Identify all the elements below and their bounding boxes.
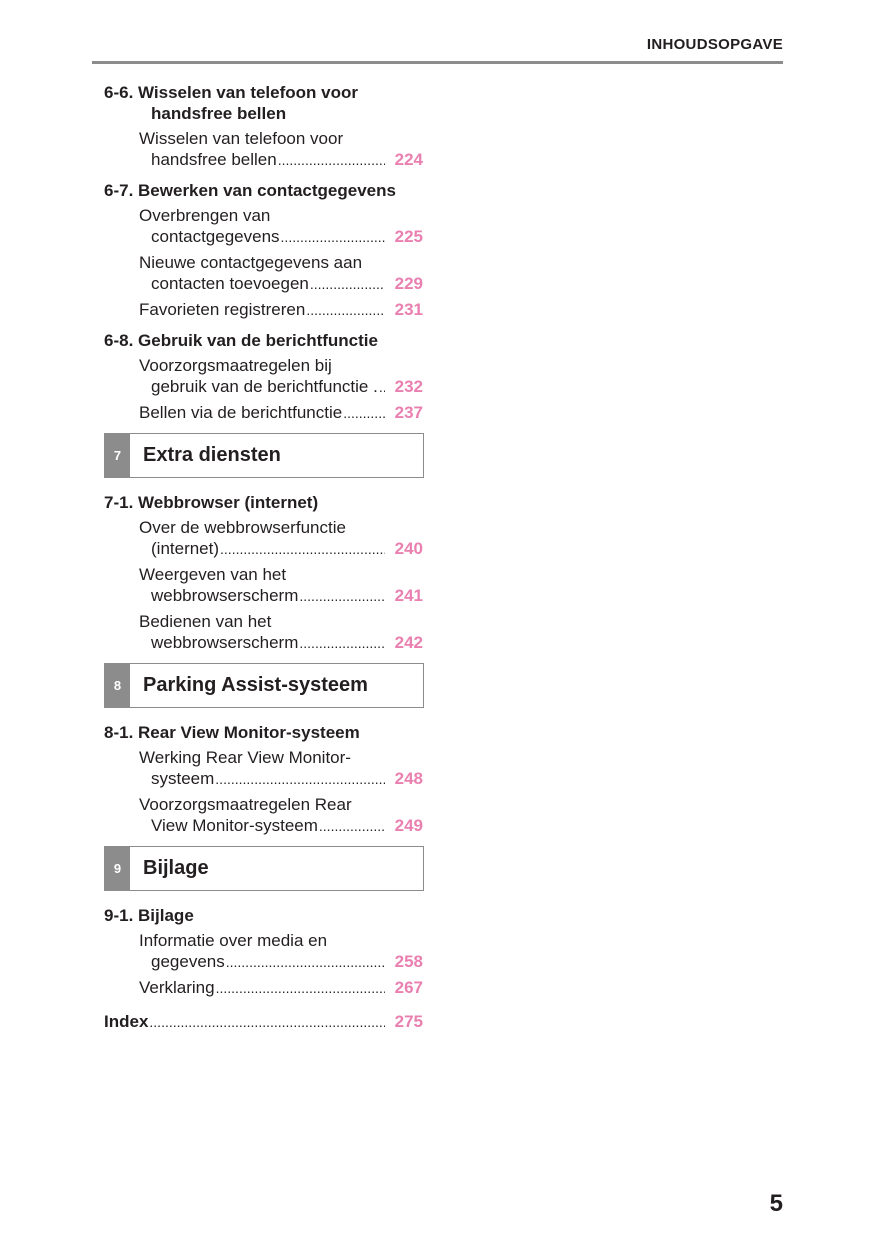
- page-reference[interactable]: 248: [394, 769, 423, 788]
- toc-entry[interactable]: [104, 402, 423, 424]
- section-title: Rear View Monitor-systeem: [138, 723, 360, 742]
- section-heading-line: [104, 722, 423, 743]
- section-heading: [104, 905, 423, 926]
- section-heading-line: [104, 82, 423, 103]
- entry-line: [139, 376, 423, 398]
- toc-entry[interactable]: [104, 128, 423, 171]
- page-reference[interactable]: 242: [394, 633, 423, 652]
- section-number: 6-7.: [104, 181, 134, 200]
- entry-title-continued: Bellen via de berichtfunctie: [139, 403, 343, 422]
- page-reference[interactable]: 232: [394, 377, 423, 396]
- entry-line: [139, 149, 423, 171]
- index-label: Index: [104, 1012, 149, 1031]
- toc-entry[interactable]: [104, 977, 423, 999]
- entry-title-continued: View Monitor-systeem: [151, 816, 318, 835]
- section-title-continued: handsfree bellen: [151, 104, 287, 123]
- entry-line: [139, 538, 423, 560]
- page-reference[interactable]: 258: [394, 952, 423, 971]
- toc-section: [104, 905, 423, 999]
- page-reference[interactable]: 267: [394, 978, 423, 997]
- dot-leader: [220, 538, 385, 560]
- entry-title: Over de webbrowserfunctie: [139, 518, 346, 537]
- page-reference[interactable]: 241: [394, 586, 423, 605]
- toc-entry[interactable]: [104, 205, 423, 248]
- section-number: 8-1.: [104, 723, 134, 742]
- section-title: Gebruik van de berichtfunctie: [138, 331, 378, 350]
- section-number: 9-1.: [104, 906, 134, 925]
- entry-line: [139, 951, 423, 973]
- chapter-header: [104, 846, 424, 891]
- toc-entry[interactable]: [104, 794, 423, 837]
- dot-leader: [299, 632, 385, 654]
- chapter-title: Bijlage: [143, 857, 209, 879]
- chapter-number-badge: 9: [105, 847, 130, 890]
- toc-entry[interactable]: [104, 355, 423, 398]
- entry-title: Voorzorgsmaatregelen bij: [139, 356, 332, 375]
- dot-leader: [310, 273, 385, 295]
- section-heading-line: [104, 330, 423, 351]
- page-reference[interactable]: 231: [394, 300, 423, 319]
- toc-entry[interactable]: [104, 747, 423, 790]
- entry-title: Overbrengen van: [139, 206, 271, 225]
- chapter-header: [104, 663, 424, 708]
- entry-title-continued: Verklaring: [139, 978, 215, 997]
- section-heading: [104, 492, 423, 513]
- section-title: Webbrowser (internet): [138, 493, 319, 512]
- toc-entry[interactable]: [104, 252, 423, 295]
- entry-line: [139, 768, 423, 790]
- table-of-contents: [104, 82, 423, 1033]
- entry-line: [139, 977, 423, 999]
- page-reference[interactable]: 229: [394, 274, 423, 293]
- dot-leader: [215, 768, 385, 790]
- chapter-header: [104, 433, 424, 478]
- entry-title-continued: handsfree bellen: [151, 150, 277, 169]
- entry-line: [139, 299, 423, 321]
- entry-line: [139, 815, 423, 837]
- dot-leader: [149, 1011, 385, 1033]
- toc-section: [104, 330, 423, 424]
- entry-title: Wisselen van telefoon voor: [139, 129, 344, 148]
- entry-line: [139, 273, 423, 295]
- section-title: Bijlage: [138, 906, 194, 925]
- section-heading-line: [104, 492, 423, 513]
- dot-leader: [343, 402, 385, 424]
- entry-line: [139, 585, 423, 607]
- dot-leader: [278, 149, 385, 171]
- section-heading: [104, 180, 423, 201]
- dot-leader: [319, 815, 385, 837]
- dot-leader: [379, 376, 385, 398]
- chapter-number-badge: 8: [105, 664, 130, 707]
- dot-leader: [216, 977, 385, 999]
- toc-entry[interactable]: [104, 564, 423, 607]
- entry-title-continued: webbrowserscherm: [151, 633, 299, 652]
- toc-entry[interactable]: [104, 517, 423, 560]
- entry-title: Werking Rear View Monitor-: [139, 748, 351, 767]
- index-entry[interactable]: [104, 1011, 423, 1033]
- entry-title: Bedienen van het: [139, 612, 272, 631]
- section-number: 6-6.: [104, 83, 134, 102]
- entry-title: Weergeven van het: [139, 565, 287, 584]
- page-number: 5: [769, 1190, 783, 1217]
- toc-section: [104, 82, 423, 171]
- toc-section: [104, 722, 423, 837]
- header-divider: [92, 61, 783, 64]
- entry-title: Informatie over media en: [139, 931, 328, 950]
- entry-title-continued: gebruik van de berichtfunctie .: [151, 377, 378, 396]
- page-reference[interactable]: 237: [394, 403, 423, 422]
- toc-section: [104, 180, 423, 321]
- toc-entry[interactable]: [104, 930, 423, 973]
- entry-title-continued: webbrowserscherm: [151, 586, 299, 605]
- section-heading-line: [104, 180, 423, 201]
- section-title: Wisselen van telefoon voor: [138, 83, 358, 102]
- header-title: INHOUDSOPGAVE: [646, 36, 783, 53]
- section-heading: [104, 330, 423, 351]
- section-heading: [104, 722, 423, 743]
- dot-leader: [306, 299, 385, 321]
- chapter-title: Parking Assist-systeem: [143, 674, 368, 696]
- entry-line: [139, 402, 423, 424]
- section-heading: [104, 82, 423, 124]
- entry-line: [139, 632, 423, 654]
- page-reference[interactable]: 240: [394, 539, 423, 558]
- entry-title: Voorzorgsmaatregelen Rear: [139, 795, 352, 814]
- entry-title-continued: systeem: [151, 769, 215, 788]
- toc-entry[interactable]: [104, 611, 423, 654]
- dot-leader: [299, 585, 385, 607]
- section-number: 7-1.: [104, 493, 134, 512]
- entry-line: [139, 226, 423, 248]
- page-reference[interactable]: 275: [394, 1012, 423, 1031]
- entry-title-continued: (internet): [151, 539, 220, 558]
- entry-title-continued: contactgegevens: [151, 227, 280, 246]
- section-title: Bewerken van contactgegevens: [138, 181, 396, 200]
- page-reference[interactable]: 225: [394, 227, 423, 246]
- dot-leader: [226, 951, 385, 973]
- toc-section: [104, 492, 423, 654]
- page-reference[interactable]: 224: [394, 150, 423, 169]
- chapter-number-badge: 7: [105, 434, 130, 477]
- dot-leader: [281, 226, 385, 248]
- entry-title-continued: Favorieten registreren: [139, 300, 306, 319]
- section-heading-line: [104, 905, 423, 926]
- entry-title-continued: contacten toevoegen: [151, 274, 309, 293]
- toc-entry[interactable]: [104, 299, 423, 321]
- entry-title: Nieuwe contactgegevens aan: [139, 253, 363, 272]
- section-number: 6-8.: [104, 331, 134, 350]
- page-reference[interactable]: 249: [394, 816, 423, 835]
- chapter-title: Extra diensten: [143, 444, 281, 466]
- entry-title-continued: gegevens: [151, 952, 225, 971]
